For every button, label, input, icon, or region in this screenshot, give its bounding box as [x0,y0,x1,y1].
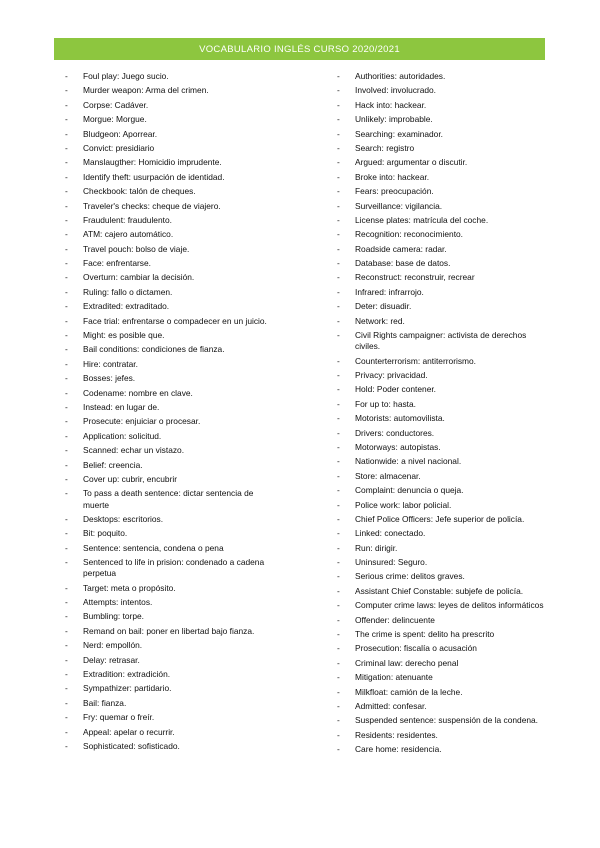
vocabulary-entry: - Involved: involucrado. [334,85,548,96]
vocabulary-entry: - Sentence: sentencia, condena o pena [62,543,280,554]
vocabulary-entry: - Network: red. [334,316,548,327]
vocabulary-entry: - Instead: en lugar de. [62,402,280,413]
vocabulary-entry: - Privacy: privacidad. [334,370,548,381]
vocabulary-entry: - Belief: creencia. [62,460,280,471]
vocabulary-entry: - Checkbook: talón de cheques. [62,186,280,197]
vocabulary-entry: - Drivers: conductores. [334,428,548,439]
vocabulary-entry: - Murder weapon: Arma del crimen. [62,85,280,96]
vocabulary-entry: - Counterterrorism: antiterrorismo. [334,356,548,367]
vocabulary-entry: - Broke into: hackear. [334,172,548,183]
vocabulary-entry: - Chief Police Officers: Jefe superior de policía. [334,514,548,525]
vocabulary-entry: - Nerd: empollón. [62,640,280,651]
vocabulary-entry: - Morgue: Morgue. [62,114,280,125]
vocabulary-entry: - Recognition: reconocimiento. [334,229,548,240]
vocabulary-entry: - Bludgeon: Aporrear. [62,129,280,140]
vocabulary-entry: - Bumbling: torpe. [62,611,280,622]
vocabulary-entry: - Target: meta o propósito. [62,583,280,594]
vocabulary-entry: - Admitted: confesar. [334,701,548,712]
vocabulary-entry: - Fraudulent: fraudulento. [62,215,280,226]
vocabulary-entry: - Remand on bail: poner en libertad bajo fianza. [62,626,280,637]
vocabulary-entry: - Hire: contratar. [62,359,280,370]
vocabulary-entry: - Suspended sentence: suspensión de la condena. [334,715,548,726]
vocabulary-entry: - Bail: fianza. [62,698,280,709]
vocabulary-entry: - Reconstruct: reconstruir, recrear [334,272,548,283]
vocabulary-entry: - Run: dirigir. [334,543,548,554]
vocabulary-entry: - Authorities: autoridades. [334,71,548,82]
vocabulary-entry: - Argued: argumentar o discutir. [334,157,548,168]
vocabulary-entry: - Fry: quemar o freír. [62,712,280,723]
vocabulary-entry: - Foul play: Juego sucio. [62,71,280,82]
vocabulary-entry: - Residents: residentes. [334,730,548,741]
vocabulary-list-right [334,71,548,755]
vocabulary-entry: - Hold: Poder contener. [334,384,548,395]
vocabulary-entry: - Infrared: infrarrojo. [334,287,548,298]
vocabulary-entry: - Application: solicitud. [62,431,280,442]
vocabulary-entry: - Overturn: cambiar la decisión. [62,272,280,283]
vocabulary-entry: - Cover up: cubrir, encubrir [62,474,280,485]
vocabulary-entry: - Traveler's checks: cheque de viajero. [62,201,280,212]
vocabulary-entry: - Assistant Chief Constable: subjefe de policía. [334,586,548,597]
vocabulary-entry: - Bosses: jefes. [62,373,280,384]
vocabulary-entry: - Travel pouch: bolso de viaje. [62,244,280,255]
vocabulary-entry: - Roadside camera: radar. [334,244,548,255]
vocabulary-entry: - Corpse: Cadáver. [62,100,280,111]
vocabulary-entry: - Offender: delincuente [334,615,548,626]
vocabulary-entry: - Sentenced to life in prision: condenado a cadena perpetua [62,557,280,579]
vocabulary-entry: - Manslaugther: Homicidio imprudente. [62,157,280,168]
vocabulary-entry: - Attempts: intentos. [62,597,280,608]
vocabulary-entry: - Milkfloat: camión de la leche. [334,687,548,698]
vocabulary-entry: - Might: es posible que. [62,330,280,341]
vocabulary-entry: - Extradited: extraditado. [62,301,280,312]
vocabulary-entry: - Bit: poquito. [62,528,280,539]
vocabulary-entry: - Unlikely: improbable. [334,114,548,125]
vocabulary-entry: - Identify theft: usurpación de identidad. [62,172,280,183]
vocabulary-entry: - The crime is spent: delito ha prescrito [334,629,548,640]
vocabulary-entry: - Surveillance: vigilancia. [334,201,548,212]
vocabulary-entry: - Police work: labor policial. [334,500,548,511]
vocabulary-entry: - Fears: preocupación. [334,186,548,197]
vocabulary-entry: - For up to: hasta. [334,399,548,410]
vocabulary-entry: - Sophisticated: sofisticado. [62,741,280,752]
vocabulary-entry: - Delay: retrasar. [62,655,280,666]
vocabulary-entry: - Ruling: fallo o dictamen. [62,287,280,298]
vocabulary-list-left [62,71,280,752]
vocabulary-entry: - To pass a death sentence: dictar sentencia de muerte [62,488,280,510]
vocabulary-entry: - Prosecution: fiscalía o acusación [334,643,548,654]
vocabulary-entry: - License plates: matrícula del coche. [334,215,548,226]
vocabulary-entry: - Scanned: echar un vistazo. [62,445,280,456]
vocabulary-column-right [334,71,548,759]
vocabulary-column-left [62,71,280,755]
vocabulary-entry: - Linked: conectado. [334,528,548,539]
vocabulary-entry: - Bail conditions: condiciones de fianza. [62,344,280,355]
vocabulary-entry: - Face trial: enfrentarse o compadecer en un juicio. [62,316,280,327]
vocabulary-entry: - Motorists: automovilista. [334,413,548,424]
vocabulary-entry: - Desktops: escritorios. [62,514,280,525]
vocabulary-entry: - Uninsured: Seguro. [334,557,548,568]
vocabulary-entry: - Codename: nombre en clave. [62,388,280,399]
vocabulary-entry: - Prosecute: enjuiciar o procesar. [62,416,280,427]
vocabulary-entry: - Searching: examinador. [334,129,548,140]
vocabulary-entry: - Mitigation: atenuante [334,672,548,683]
vocabulary-entry: - Computer crime laws: leyes de delitos informáticos [334,600,548,611]
vocabulary-entry: - Hack into: hackear. [334,100,548,111]
vocabulary-entry: - Care home: residencia. [334,744,548,755]
vocabulary-entry: - Extradition: extradición. [62,669,280,680]
vocabulary-entry: - Complaint: denuncia o queja. [334,485,548,496]
vocabulary-entry: - Nationwide: a nivel nacional. [334,456,548,467]
vocabulary-entry: - Serious crime: delitos graves. [334,571,548,582]
document-title-banner [54,38,545,60]
vocabulary-entry: - Motorways: autopistas. [334,442,548,453]
vocabulary-entry: - Civil Rights campaigner: activista de derechos civiles. [334,330,548,352]
vocabulary-entry: - Search: registro [334,143,548,154]
vocabulary-entry: - Appeal: apelar o recurrir. [62,727,280,738]
document-title: VOCABULARIO INGLÉS CURSO 2020/2021 [199,43,400,55]
vocabulary-entry: - Convict: presidiario [62,143,280,154]
vocabulary-entry: - Database: base de datos. [334,258,548,269]
vocabulary-entry: - Face: enfrentarse. [62,258,280,269]
vocabulary-entry: - ATM: cajero automático. [62,229,280,240]
vocabulary-entry: - Sympathizer: partidario. [62,683,280,694]
vocabulary-entry: - Store: almacenar. [334,471,548,482]
vocabulary-entry: - Criminal law: derecho penal [334,658,548,669]
vocabulary-entry: - Deter: disuadir. [334,301,548,312]
